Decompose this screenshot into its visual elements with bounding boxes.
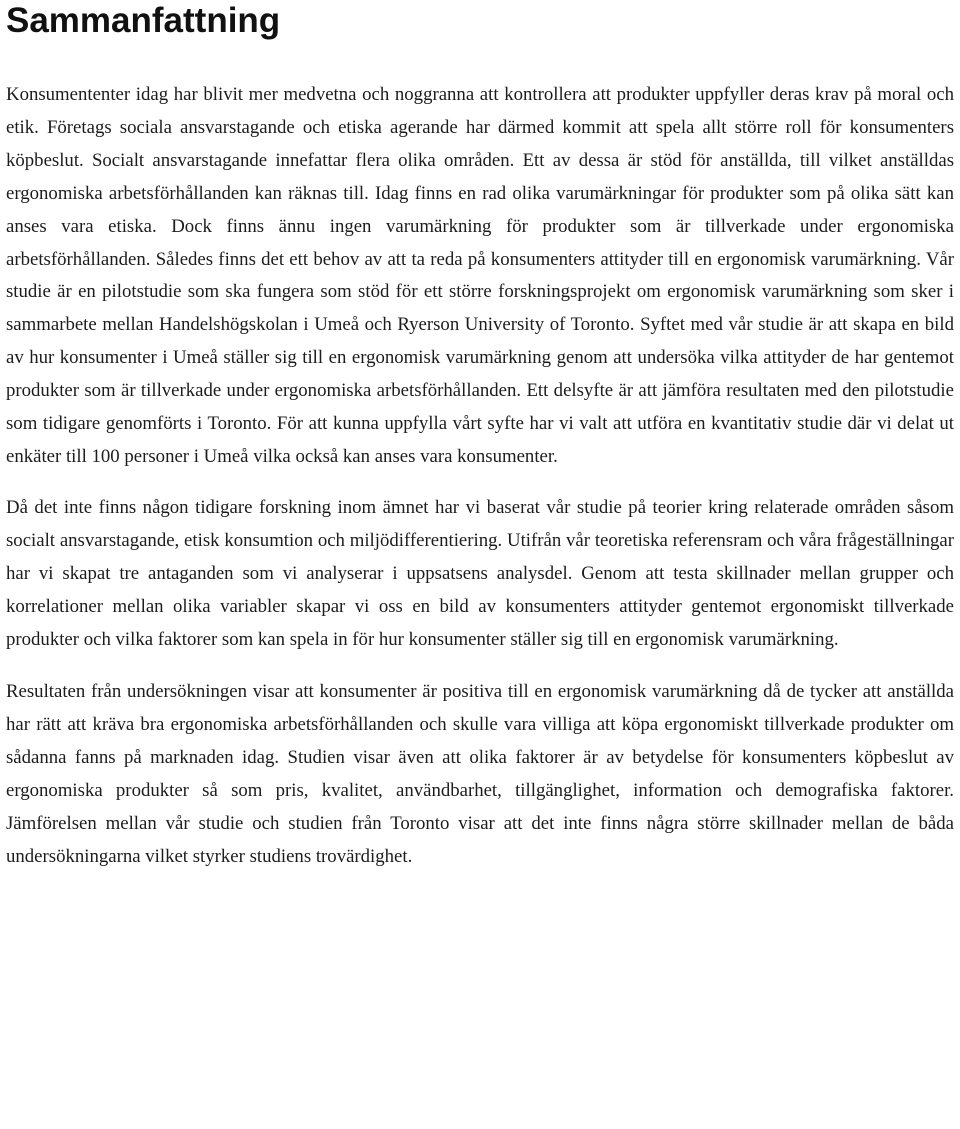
page-title: Sammanfattning [6, 1, 281, 40]
paragraph-3: Resultaten från undersökningen visar att konsumenter är positiva till en ergonomisk varumärkning då de tycker att anställda har rätt att kräva bra ergonomiska arbetsförhållanden och skulle vara villiga att köpa ergonomiskt tillverkade produkter om sådanna fanns på marknaden idag. Studien visar även att olika faktorer är av betydelse för konsumenters köpbeslut av ergonomiska produkter så som pris, kvalitet, användbarhet, tillgänglighet, information och demografiska faktorer. Jämförelsen mellan vår studie och studien från Toronto visar att det inte finns några större skillnader mellan de båda undersökningarna vilket styrker studiens trovärdighet. [6, 681, 954, 867]
paragraph-1: Konsumententer idag har blivit mer medvetna och noggranna att kontrollera att produkter uppfyller deras krav på moral och etik. Företags sociala ansvarstagande och etiska agerande har därmed kommit att spela allt större roll för konsumenters köpbeslut. Socialt ansvarstagande innefattar flera olika områden. Ett av dessa är stöd för anställda, till vilket anställdas ergonomiska arbetsförhållanden kan räknas till. Idag finns en rad olika varumärkningar för produkter som på olika sätt kan anses vara etiska. Dock finns ännu ingen varumärkning för produkter som är tillverkade under ergonomiska arbetsförhållanden. Således finns det ett behov av att ta reda på konsumenters attityder till en ergonomisk varumärkning. Vår studie är en pilotstudie som ska fungera som stöd för ett större forskningsprojekt om ergonomisk varumärkning som sker i sammarbete mellan Handelshögskolan i Umeå och Ryerson University of Toronto. Syftet med vår studie är att skapa en bild av hur konsumenter i Umeå ställer sig till en ergonomisk varumärkning genom att undersöka vilka attityder de har gentemot produkter som är tillverkade under ergonomiska arbetsförhållanden. Ett delsyfte är att jämföra resultaten med den pilotstudie som tidigare genomförts i Toronto. För att kunna uppfylla vårt syfte har vi valt att utföra en kvantitativ studie där vi delat ut enkäter till 100 personer i Umeå vilka också kan anses vara konsumenter. [6, 84, 954, 467]
paragraph-2: Då det inte finns någon tidigare forskning inom ämnet har vi baserat vår studie på teorier kring relaterade områden såsom socialt ansvarstagande, etisk konsumtion och miljödifferentiering. Utifrån vår teoretiska referensram och våra frågeställningar har vi skapat tre antaganden som vi analyserar i uppsatsens analysdel. Genom att testa skillnader mellan grupper och korrelationer mellan olika variabler skapar vi oss en bild av konsumenters attityder gentemot ergonomiskt tillverkade produkter och vilka faktorer som kan spela in för hur konsumenter ställer sig till en ergonomisk varumärkning. [6, 496, 954, 650]
